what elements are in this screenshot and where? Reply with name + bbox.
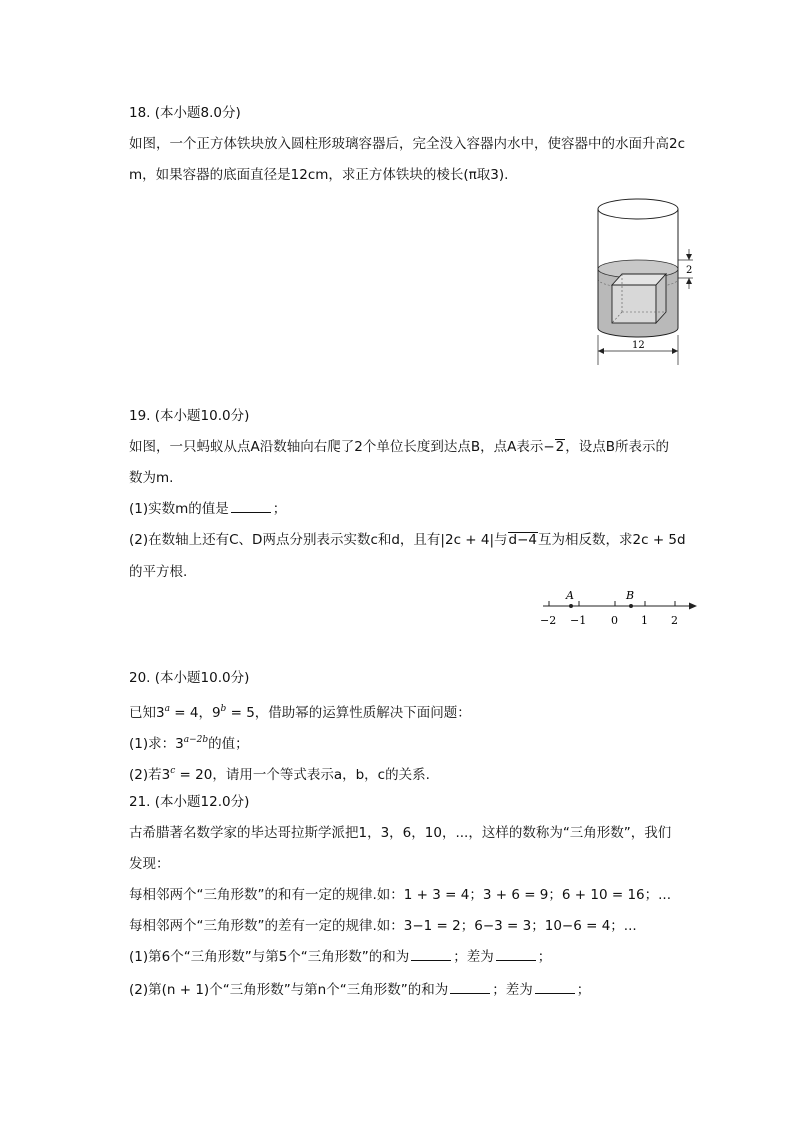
tick-label: 1 [641,614,648,627]
answer-blank[interactable] [496,948,536,961]
exponent-c: c [170,766,176,776]
q20-line1-c: = 5，借助幂的运算性质解决下面问题： [226,705,471,721]
q21-text-line4: 每相邻两个“三角形数”的差有一定的规律.如：3−1 = 2；6−3 = 3；10−6 = 4；... [129,918,637,934]
q19-part2-a: (2)在数轴上还有C、D两点分别表示实数c和d，且有|2c + 4|与 [129,532,508,548]
q21-text-line3: 每相邻两个“三角形数”的和有一定的规律.如：1 + 3 = 4；3 + 6 = 9；6 + 10 = 16；... [129,887,671,903]
q19-part1 [129,500,286,518]
q21-part2-a: (2)第(n + 1)个“三角形数”与第n个“三角形数”的和为 [129,982,449,998]
q19-text-line1 [129,438,669,456]
answer-blank[interactable] [411,948,451,961]
q20-text-line1 [129,700,471,722]
cylinder-figure [585,195,700,370]
q20-part2-a: (2)若3 [129,767,171,783]
q21-part1-a: (1)第6个“三角形数”与第5个“三角形数”的和为 [129,949,410,965]
exponent-a: a [164,704,170,714]
q19-text-line2: 数为m. [129,470,174,486]
q21-text-line1: 古希腊著名数学家的毕达哥拉斯学派把1，3，6，10，...，这样的数称为“三角形数”，我们 [129,825,672,841]
tick-label: 0 [611,614,618,627]
sqrt-d-minus-4: d−4 [508,532,538,548]
q19-part1-b: ； [272,501,287,517]
q19-part3: 的平方根. [129,564,188,580]
sqrt-two: 2 [555,439,565,455]
height-label: 2 [686,265,693,276]
exponent-a-2b: a−2b [183,735,209,745]
tick-label: −2 [540,614,557,627]
q21-header: 21. (本小题12.0分) [129,794,250,810]
q18-text-line1: 如图，一个正方体铁块放入圆柱形玻璃容器后，完全没入容器内水中，使容器中的水面升高2c [129,136,686,152]
q20-part2 [129,762,430,784]
q19-part1-a: (1)实数m的值是 [129,501,229,517]
q21-part1-c: ； [537,949,552,965]
answer-blank[interactable] [450,981,490,994]
q20-part1-b: 的值； [208,736,249,752]
tick-label: 2 [671,614,678,627]
q21-part2-b: ；差为 [492,982,533,998]
diameter-label: 12 [632,340,645,351]
q19-part2-b: 互为相反数，求2c + 5d [538,532,686,548]
q21-part1 [129,948,551,966]
q20-part1-a: (1)求：3 [129,736,184,752]
point-a-dot [569,604,573,608]
answer-blank[interactable] [231,500,271,513]
q20-part1 [129,731,249,753]
q20-line1-b: = 4，9 [169,705,221,721]
point-a-label: A [566,589,574,602]
q19-line1-a: 如图，一只蚂蚁从点A沿数轴向右爬了2个单位长度到达点B，点A表示− [129,439,555,455]
q20-line1-a: 已知3 [129,705,165,721]
tick-label: −1 [570,614,587,627]
point-b-label: B [626,589,635,602]
q18-header: 18. (本小题8.0分) [129,105,241,121]
q19-header: 19. (本小题10.0分) [129,408,250,424]
number-line-figure [535,585,700,630]
q21-text-line2: 发现： [129,856,170,872]
q21-part2 [129,981,590,999]
q19-line1-b: ，设点B所表示的 [565,439,669,455]
q20-part2-b: = 20，请用一个等式表示a，b，c的关系. [175,767,430,783]
q18-text-line2: m，如果容器的底面直径是12cm，求正方体铁块的棱长(π取3). [129,167,509,183]
exponent-b: b [220,704,227,714]
point-b-dot [629,604,633,608]
answer-blank[interactable] [535,981,575,994]
q21-part1-b: ；差为 [453,949,494,965]
q20-header: 20. (本小题10.0分) [129,670,250,686]
q21-part2-c: ； [576,982,591,998]
q19-part2 [129,531,686,549]
